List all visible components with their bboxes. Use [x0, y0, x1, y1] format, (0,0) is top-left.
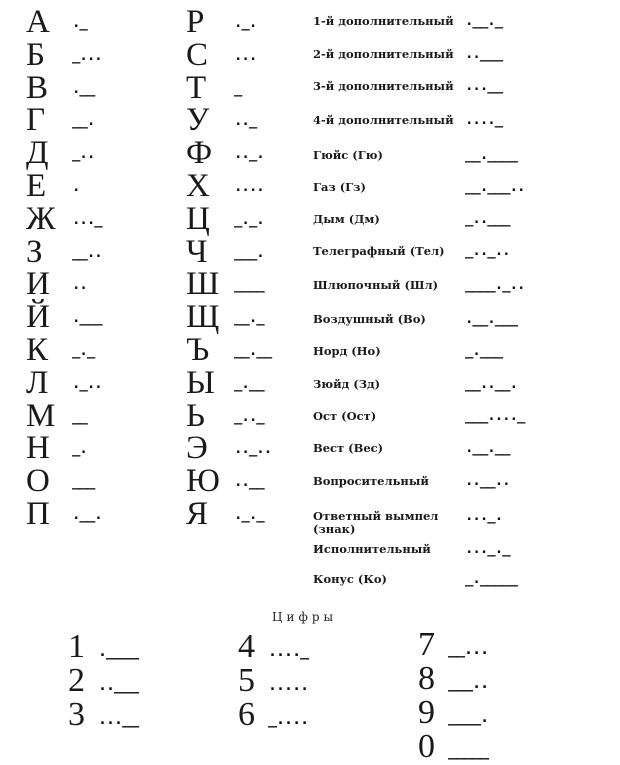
flag-name: Вест (Вес) [313, 441, 384, 455]
flag-name: Ответный вымпел (знак) [313, 509, 439, 536]
digit: 7 [418, 626, 435, 663]
letter: Ц [186, 200, 210, 237]
letter: Ь [186, 397, 205, 434]
morse-code: _.._.. [465, 243, 510, 259]
morse-code: _..___ [465, 211, 510, 227]
flag-name: 3-й дополнительный [313, 79, 454, 93]
flag-name: Конус (Ко) [313, 572, 387, 586]
letter: Э [186, 430, 208, 467]
letter: Й [26, 299, 50, 336]
letter: Ч [186, 233, 208, 270]
flag-name: Телеграфный (Тел) [313, 244, 445, 258]
morse-code: .___ [72, 310, 102, 327]
morse-code: __. [72, 113, 95, 130]
letter: Ф [186, 135, 213, 172]
letter: П [26, 496, 50, 532]
morse-code: __... [448, 640, 489, 658]
morse-code: ____. [448, 708, 489, 726]
morse-code: ___. [234, 244, 264, 261]
digit: 8 [418, 660, 435, 697]
flag-name: Вопросительный [313, 474, 429, 488]
letter: Х [186, 168, 210, 204]
morse-code: .__.__ [465, 440, 510, 456]
morse-code: .._. [234, 146, 264, 163]
letter: Л [26, 364, 49, 401]
flag-name: Газ (Гз) [313, 180, 366, 194]
morse-code: __..__. [465, 376, 518, 392]
flag-name: Ост (Ост) [313, 409, 377, 423]
morse-code: .____ [98, 642, 139, 660]
morse-code: __._ [234, 310, 264, 327]
digit: 5 [238, 662, 255, 699]
letter: Ю [186, 463, 220, 500]
morse-code: ..._ [72, 211, 102, 228]
digit: 4 [238, 628, 255, 665]
letter: Б [26, 36, 45, 73]
morse-code: .... [234, 179, 264, 195]
morse-code: ... [234, 47, 257, 64]
morse-code: ___.. [448, 674, 489, 692]
digit: 3 [68, 696, 85, 733]
letter: С [186, 36, 209, 73]
morse-code: .. [72, 277, 87, 294]
morse-code: _.___ [465, 343, 503, 359]
morse-code: .._ [234, 113, 257, 130]
morse-code: ..._. [465, 508, 503, 524]
digit: 0 [418, 728, 435, 765]
morse-code: _.. [72, 146, 95, 163]
digit: 6 [238, 696, 255, 733]
letter: Р [186, 4, 205, 40]
morse-code: ___...._ [465, 408, 525, 424]
morse-code: __.. [72, 244, 102, 261]
morse-code: .__.___ [465, 311, 518, 327]
morse-code: _.._ [234, 408, 264, 425]
morse-code: ._._ [234, 507, 264, 523]
morse-code: .__. [72, 507, 102, 523]
morse-code: ...._ [465, 112, 503, 128]
morse-code: _.... [268, 710, 309, 728]
letter: Ы [186, 364, 215, 401]
letter: В [26, 69, 49, 106]
letter: Ъ [186, 332, 210, 368]
flag-name: Гюйс (Гю) [313, 148, 383, 162]
flag-name: Исполнительный [313, 542, 431, 556]
digit: 9 [418, 694, 435, 731]
letter: Щ [186, 299, 220, 336]
digits-title: Цифры [272, 610, 338, 624]
morse-code: ..._._ [465, 541, 510, 557]
letter: Д [26, 135, 49, 172]
morse-code: ____ [234, 277, 264, 294]
morse-code: . [72, 179, 80, 195]
letter: З [26, 233, 43, 270]
flag-name: Дым (Дм) [313, 212, 380, 226]
morse-code: ___ [72, 474, 95, 491]
morse-code: _ [234, 80, 242, 97]
morse-code: ._. [234, 15, 257, 31]
morse-code: __.____ [465, 147, 518, 163]
flag-name: 2-й дополнительный [313, 47, 454, 61]
morse-code: ..__.. [465, 473, 510, 489]
letter: Я [186, 496, 209, 532]
morse-code: _. [72, 441, 87, 458]
flag-name: Норд (Но) [313, 344, 381, 358]
letter: М [26, 397, 56, 434]
digit: 1 [68, 628, 85, 665]
morse-code: __ [72, 408, 87, 425]
letter: И [26, 266, 50, 303]
morse-code: ..___ [98, 676, 139, 694]
letter: Г [26, 102, 46, 139]
morse-code: _____ [448, 742, 489, 760]
morse-code: __.___.. [465, 179, 525, 195]
flag-name: Зюйд (Зд) [313, 377, 381, 391]
morse-code: ...__ [98, 710, 139, 728]
digit: 2 [68, 662, 85, 699]
morse-code: ._.. [72, 375, 102, 392]
flag-name: Воздушный (Во) [313, 312, 426, 326]
morse-code: _... [72, 47, 102, 64]
morse-code: ...._ [268, 642, 309, 660]
morse-code: _._ [72, 343, 95, 359]
morse-code: .__ [72, 80, 95, 97]
morse-code: _._. [234, 211, 264, 228]
letter: У [186, 102, 210, 139]
morse-code: __.__ [234, 343, 272, 359]
morse-code: ..___ [465, 46, 503, 62]
morse-code: ____._.. [465, 277, 525, 293]
morse-code: ..__ [234, 474, 264, 491]
morse-code: .__._ [465, 13, 503, 29]
flag-name: 4-й дополнительный [313, 113, 454, 127]
morse-code: ...__ [465, 78, 503, 94]
morse-code: ._ [72, 15, 87, 31]
flag-name: Шлюпочный (Шл) [313, 278, 439, 292]
morse-code: .._.. [234, 441, 272, 458]
letter: К [26, 332, 49, 368]
morse-code: _.__ [234, 375, 264, 392]
letter: О [26, 463, 50, 500]
letter: А [26, 4, 50, 40]
morse-code: _._____ [465, 571, 518, 587]
morse-code: ..... [268, 676, 309, 694]
letter: Т [186, 69, 207, 106]
letter: Е [26, 168, 47, 204]
letter: Ш [186, 266, 220, 303]
flag-name: 1-й дополнительный [313, 14, 454, 28]
letter: Ж [26, 200, 56, 237]
letter: Н [26, 430, 50, 467]
